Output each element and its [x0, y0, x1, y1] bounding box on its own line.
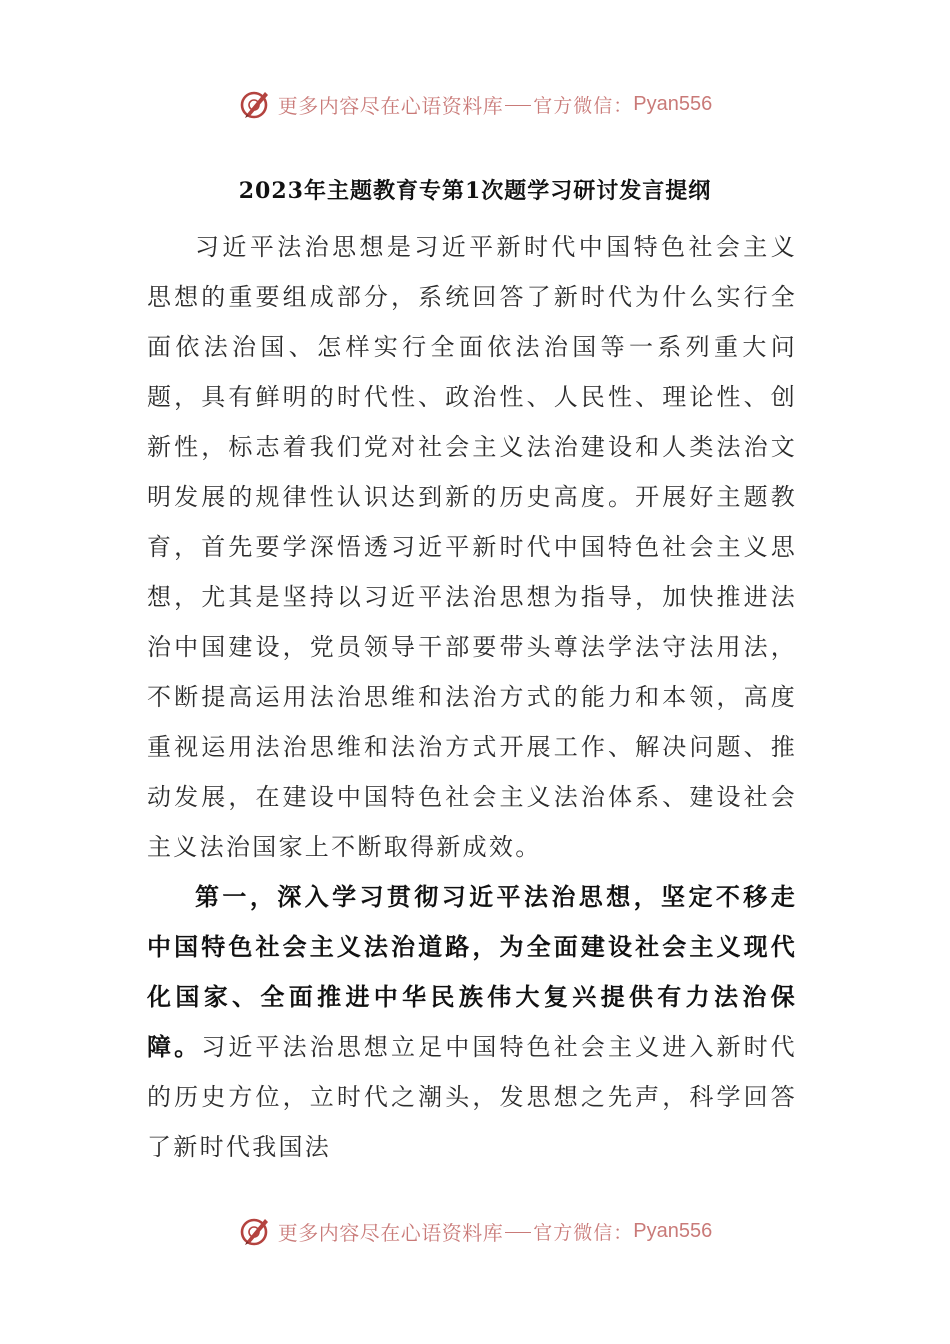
watermark-wechat-id: Pyan556 [633, 92, 713, 115]
paragraph-first-point [147, 872, 797, 1172]
watermark-separator [505, 105, 531, 106]
watermark-wechat-label: 官方微信： [533, 94, 634, 117]
document-body [147, 222, 797, 1172]
footer-watermark [0, 1211, 950, 1251]
watermark-separator [505, 1232, 531, 1233]
paragraph-intro [147, 222, 797, 872]
document-title: 2023年主题教育专第1次题学习研讨发言提纲 [238, 178, 712, 204]
paragraph-first-point-text: 习近平法治思想立足中国特色社会主义进入新时代的历史方位，立时代之潮头，发思想之先声，科学回答了新时代我国法 [147, 1033, 797, 1161]
header-watermark [0, 84, 950, 124]
watermark-wechat-label: 官方微信： [533, 1221, 634, 1244]
paragraph-first-point-heading: 第一，深入学习贯彻习近平法治思想，坚定不移走中国特色社会主义法治道路，为全面建设社会主义现代化国家、全面推进中华民族伟大复兴提供有力法治保障。 [147, 882, 797, 1061]
paragraph-intro-text: 习近平法治思想是习近平新时代中国特色社会主义思想的重要组成部分，系统回答了新时代为什么实行全面依法治国、怎样实行全面依法治国等一系列重大问题，具有鲜明的时代性、政治性、人民性、理论性、创新性，标志着我们党对社会主义法治建设和人类法治文明发展的规律性认识达到新的历史高度。开展好主题教育，首先要学深悟透习近平新时代中国特色社会主义思想，尤其是坚持以习近平法治思想为指导，加快推进法治中国建设，党员领导干部要带头尊法学法守法用法，不断提高运用法治思维和法治方式的能力和本领，高度重视运用法治思维和法治方式开展工作、解决问题、推动发展，在建设中国特色社会主义法治体系、建设社会主义法治国家上不断取得新成效。 [147, 233, 797, 861]
pen-on-circle-icon [238, 87, 272, 121]
watermark-wechat-id: Pyan556 [633, 1219, 713, 1242]
watermark-site-name: 更多内容尽在心语资料库 [277, 93, 504, 118]
pen-on-circle-icon [238, 1214, 272, 1248]
watermark-site-name: 更多内容尽在心语资料库 [277, 1220, 504, 1245]
